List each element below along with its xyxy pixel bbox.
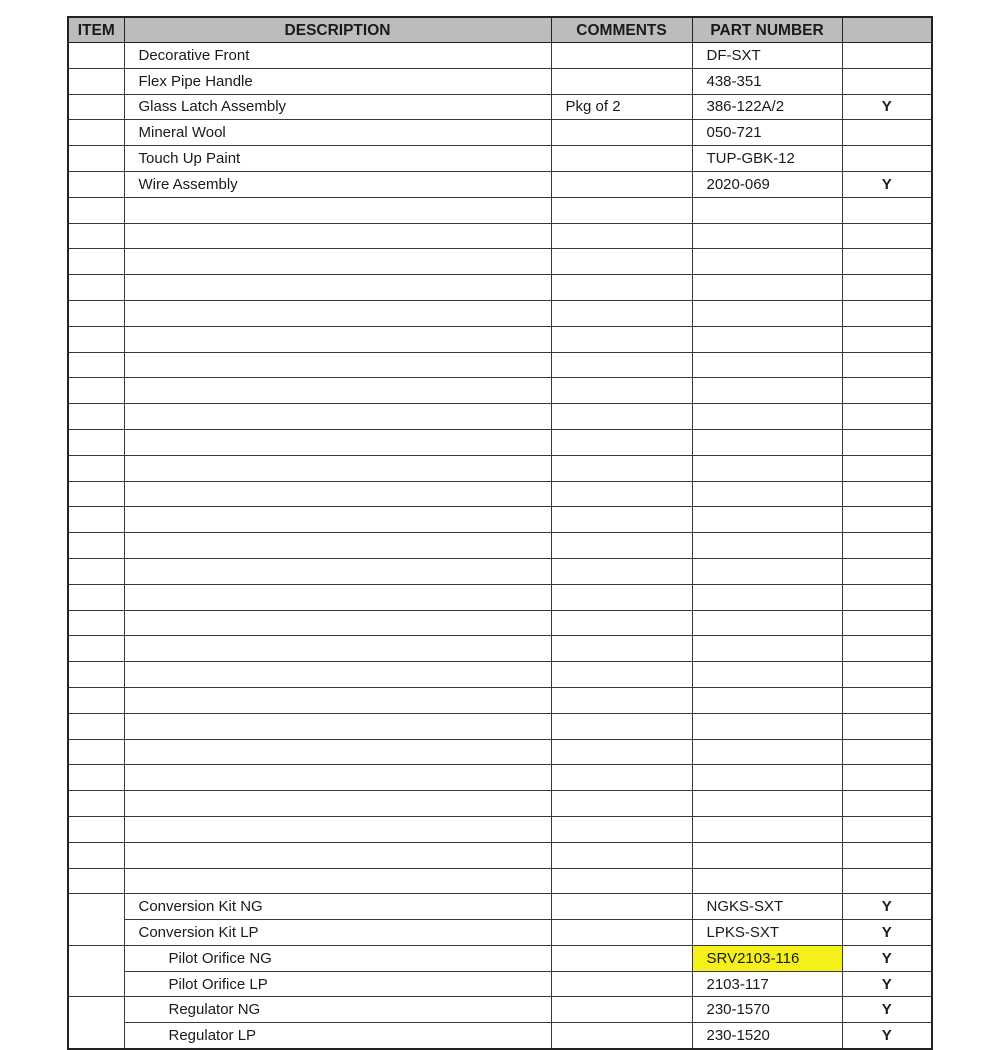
part-number-cell: 230-1520 bbox=[692, 1023, 842, 1049]
flag-cell: Y bbox=[842, 171, 932, 197]
part-number-cell bbox=[692, 868, 842, 894]
item-cell bbox=[68, 481, 124, 507]
flag-cell bbox=[842, 378, 932, 404]
item-cell bbox=[68, 533, 124, 559]
table-row bbox=[68, 842, 932, 868]
flag-cell bbox=[842, 300, 932, 326]
table-row bbox=[68, 275, 932, 301]
part-number-cell bbox=[692, 455, 842, 481]
table-row bbox=[68, 197, 932, 223]
comments-cell bbox=[551, 584, 692, 610]
description-cell: Regulator NG bbox=[124, 997, 551, 1023]
description-cell: Pilot Orifice NG bbox=[124, 945, 551, 971]
part-number-cell bbox=[692, 378, 842, 404]
description-cell bbox=[124, 816, 551, 842]
table-row bbox=[68, 43, 932, 69]
comments-cell bbox=[551, 687, 692, 713]
description-cell bbox=[124, 223, 551, 249]
item-cell bbox=[68, 636, 124, 662]
table-row bbox=[68, 249, 932, 275]
comments-cell bbox=[551, 868, 692, 894]
item-cell bbox=[68, 945, 124, 997]
part-number-cell bbox=[692, 300, 842, 326]
part-number-cell bbox=[692, 507, 842, 533]
table-row bbox=[68, 455, 932, 481]
comments-cell: Pkg of 2 bbox=[551, 94, 692, 120]
description-cell bbox=[124, 429, 551, 455]
table-row bbox=[68, 94, 932, 120]
description-cell bbox=[124, 249, 551, 275]
table-row bbox=[68, 171, 932, 197]
header-flag bbox=[842, 17, 932, 43]
flag-cell bbox=[842, 120, 932, 146]
item-cell bbox=[68, 94, 124, 120]
flag-cell bbox=[842, 739, 932, 765]
comments-cell bbox=[551, 507, 692, 533]
flag-cell: Y bbox=[842, 94, 932, 120]
item-cell bbox=[68, 120, 124, 146]
comments-cell bbox=[551, 43, 692, 69]
comments-cell bbox=[551, 481, 692, 507]
comments-cell bbox=[551, 455, 692, 481]
description-cell bbox=[124, 687, 551, 713]
table-row bbox=[68, 533, 932, 559]
table-row bbox=[68, 816, 932, 842]
description-cell bbox=[124, 610, 551, 636]
flag-cell bbox=[842, 352, 932, 378]
flag-cell bbox=[842, 687, 932, 713]
comments-cell bbox=[551, 1023, 692, 1049]
part-number-cell bbox=[692, 275, 842, 301]
part-number-cell: 2103-117 bbox=[692, 971, 842, 997]
comments-cell bbox=[551, 249, 692, 275]
comments-cell bbox=[551, 146, 692, 172]
flag-cell bbox=[842, 223, 932, 249]
item-cell bbox=[68, 43, 124, 69]
item-cell bbox=[68, 223, 124, 249]
table-row bbox=[68, 920, 932, 946]
flag-cell bbox=[842, 455, 932, 481]
flag-cell bbox=[842, 326, 932, 352]
flag-cell: Y bbox=[842, 997, 932, 1023]
part-number-cell bbox=[692, 765, 842, 791]
description-cell: Mineral Wool bbox=[124, 120, 551, 146]
description-cell: Pilot Orifice LP bbox=[124, 971, 551, 997]
comments-cell bbox=[551, 765, 692, 791]
part-number-cell bbox=[692, 223, 842, 249]
flag-cell bbox=[842, 816, 932, 842]
item-cell bbox=[68, 662, 124, 688]
part-number-cell: NGKS-SXT bbox=[692, 894, 842, 920]
comments-cell bbox=[551, 352, 692, 378]
item-cell bbox=[68, 558, 124, 584]
table-row bbox=[68, 429, 932, 455]
description-cell bbox=[124, 404, 551, 430]
part-number-cell bbox=[692, 662, 842, 688]
comments-cell bbox=[551, 636, 692, 662]
item-cell bbox=[68, 146, 124, 172]
comments-cell bbox=[551, 945, 692, 971]
comments-cell bbox=[551, 68, 692, 94]
comments-cell bbox=[551, 739, 692, 765]
item-cell bbox=[68, 404, 124, 430]
description-cell bbox=[124, 533, 551, 559]
table-row bbox=[68, 300, 932, 326]
flag-cell bbox=[842, 43, 932, 69]
flag-cell bbox=[842, 662, 932, 688]
flag-cell bbox=[842, 610, 932, 636]
flag-cell bbox=[842, 791, 932, 817]
part-number-cell bbox=[692, 533, 842, 559]
description-cell bbox=[124, 197, 551, 223]
comments-cell bbox=[551, 300, 692, 326]
description-cell bbox=[124, 558, 551, 584]
item-cell bbox=[68, 765, 124, 791]
item-cell bbox=[68, 171, 124, 197]
flag-cell bbox=[842, 636, 932, 662]
part-number-cell bbox=[692, 739, 842, 765]
flag-cell bbox=[842, 868, 932, 894]
table-row bbox=[68, 326, 932, 352]
comments-cell bbox=[551, 894, 692, 920]
flag-cell bbox=[842, 481, 932, 507]
flag-cell: Y bbox=[842, 894, 932, 920]
item-cell bbox=[68, 739, 124, 765]
flag-cell bbox=[842, 197, 932, 223]
table-row bbox=[68, 713, 932, 739]
flag-cell: Y bbox=[842, 971, 932, 997]
item-cell bbox=[68, 868, 124, 894]
table-row bbox=[68, 223, 932, 249]
table-row bbox=[68, 558, 932, 584]
description-cell bbox=[124, 662, 551, 688]
description-cell: Touch Up Paint bbox=[124, 146, 551, 172]
flag-cell bbox=[842, 404, 932, 430]
description-cell: Glass Latch Assembly bbox=[124, 94, 551, 120]
comments-cell bbox=[551, 326, 692, 352]
table-row bbox=[68, 765, 932, 791]
item-cell bbox=[68, 300, 124, 326]
table-row bbox=[68, 791, 932, 817]
part-number-cell: 230-1570 bbox=[692, 997, 842, 1023]
flag-cell bbox=[842, 146, 932, 172]
part-number-cell bbox=[692, 558, 842, 584]
header-part-number: PART NUMBER bbox=[692, 17, 842, 43]
comments-cell bbox=[551, 971, 692, 997]
comments-cell bbox=[551, 533, 692, 559]
part-number-cell bbox=[692, 687, 842, 713]
flag-cell bbox=[842, 713, 932, 739]
table-row bbox=[68, 868, 932, 894]
description-cell: Wire Assembly bbox=[124, 171, 551, 197]
table-row bbox=[68, 68, 932, 94]
description-cell bbox=[124, 507, 551, 533]
part-number-cell bbox=[692, 429, 842, 455]
description-cell bbox=[124, 378, 551, 404]
description-cell bbox=[124, 868, 551, 894]
part-number-cell bbox=[692, 791, 842, 817]
part-number-cell bbox=[692, 584, 842, 610]
comments-cell bbox=[551, 791, 692, 817]
part-number-cell: 438-351 bbox=[692, 68, 842, 94]
part-number-cell: TUP-GBK-12 bbox=[692, 146, 842, 172]
comments-cell bbox=[551, 275, 692, 301]
description-cell: Conversion Kit NG bbox=[124, 894, 551, 920]
part-number-cell bbox=[692, 197, 842, 223]
description-cell bbox=[124, 455, 551, 481]
item-cell bbox=[68, 894, 124, 946]
description-cell: Conversion Kit LP bbox=[124, 920, 551, 946]
description-cell bbox=[124, 842, 551, 868]
header-comments: COMMENTS bbox=[551, 17, 692, 43]
table-row bbox=[68, 146, 932, 172]
item-cell bbox=[68, 507, 124, 533]
item-cell bbox=[68, 455, 124, 481]
flag-cell bbox=[842, 842, 932, 868]
item-cell bbox=[68, 275, 124, 301]
description-cell bbox=[124, 765, 551, 791]
flag-cell bbox=[842, 584, 932, 610]
comments-cell bbox=[551, 662, 692, 688]
comments-cell bbox=[551, 920, 692, 946]
part-number-cell bbox=[692, 352, 842, 378]
flag-cell: Y bbox=[842, 920, 932, 946]
item-cell bbox=[68, 713, 124, 739]
table-row bbox=[68, 1023, 932, 1049]
item-cell bbox=[68, 842, 124, 868]
part-number-cell-highlighted: SRV2103-116 bbox=[692, 945, 842, 971]
table-body bbox=[68, 43, 932, 1050]
header-description: DESCRIPTION bbox=[124, 17, 551, 43]
part-number-cell bbox=[692, 404, 842, 430]
comments-cell bbox=[551, 610, 692, 636]
comments-cell bbox=[551, 816, 692, 842]
flag-cell bbox=[842, 507, 932, 533]
part-number-cell bbox=[692, 610, 842, 636]
part-number-cell bbox=[692, 713, 842, 739]
table-row bbox=[68, 378, 932, 404]
flag-cell bbox=[842, 558, 932, 584]
table-row bbox=[68, 120, 932, 146]
description-cell bbox=[124, 326, 551, 352]
table-row bbox=[68, 894, 932, 920]
item-cell bbox=[68, 610, 124, 636]
comments-cell bbox=[551, 404, 692, 430]
table-row bbox=[68, 610, 932, 636]
item-cell bbox=[68, 791, 124, 817]
comments-cell bbox=[551, 120, 692, 146]
description-cell: Decorative Front bbox=[124, 43, 551, 69]
flag-cell bbox=[842, 249, 932, 275]
item-cell bbox=[68, 352, 124, 378]
flag-cell bbox=[842, 275, 932, 301]
description-cell bbox=[124, 739, 551, 765]
table-row bbox=[68, 636, 932, 662]
part-number-cell: 2020-069 bbox=[692, 171, 842, 197]
comments-cell bbox=[551, 429, 692, 455]
part-number-cell: LPKS-SXT bbox=[692, 920, 842, 946]
item-cell bbox=[68, 687, 124, 713]
flag-cell: Y bbox=[842, 1023, 932, 1049]
description-cell bbox=[124, 275, 551, 301]
comments-cell bbox=[551, 378, 692, 404]
table-row bbox=[68, 481, 932, 507]
description-cell bbox=[124, 481, 551, 507]
part-number-cell bbox=[692, 326, 842, 352]
comments-cell bbox=[551, 171, 692, 197]
item-cell bbox=[68, 816, 124, 842]
description-cell bbox=[124, 300, 551, 326]
table-row bbox=[68, 352, 932, 378]
comments-cell bbox=[551, 223, 692, 249]
item-cell bbox=[68, 326, 124, 352]
flag-cell bbox=[842, 765, 932, 791]
item-cell bbox=[68, 249, 124, 275]
description-cell: Flex Pipe Handle bbox=[124, 68, 551, 94]
parts-list-sheet bbox=[67, 16, 931, 1050]
description-cell bbox=[124, 352, 551, 378]
flag-cell bbox=[842, 429, 932, 455]
part-number-cell bbox=[692, 481, 842, 507]
part-number-cell: DF-SXT bbox=[692, 43, 842, 69]
item-cell bbox=[68, 429, 124, 455]
description-cell bbox=[124, 791, 551, 817]
table-row bbox=[68, 507, 932, 533]
table-row bbox=[68, 584, 932, 610]
table-row bbox=[68, 662, 932, 688]
header-item: ITEM bbox=[68, 17, 124, 43]
table-header-row bbox=[68, 17, 932, 43]
part-number-cell bbox=[692, 249, 842, 275]
table-row bbox=[68, 404, 932, 430]
part-number-cell: 050-721 bbox=[692, 120, 842, 146]
table-row bbox=[68, 687, 932, 713]
comments-cell bbox=[551, 558, 692, 584]
item-cell bbox=[68, 997, 124, 1049]
flag-cell: Y bbox=[842, 945, 932, 971]
parts-table bbox=[67, 16, 933, 1050]
comments-cell bbox=[551, 997, 692, 1023]
table-row bbox=[68, 945, 932, 971]
table-row bbox=[68, 997, 932, 1023]
item-cell bbox=[68, 197, 124, 223]
description-cell bbox=[124, 636, 551, 662]
item-cell bbox=[68, 378, 124, 404]
flag-cell bbox=[842, 68, 932, 94]
table-row bbox=[68, 971, 932, 997]
part-number-cell bbox=[692, 816, 842, 842]
description-cell: Regulator LP bbox=[124, 1023, 551, 1049]
flag-cell bbox=[842, 533, 932, 559]
comments-cell bbox=[551, 197, 692, 223]
description-cell bbox=[124, 584, 551, 610]
comments-cell bbox=[551, 842, 692, 868]
part-number-cell bbox=[692, 636, 842, 662]
part-number-cell: 386-122A/2 bbox=[692, 94, 842, 120]
item-cell bbox=[68, 68, 124, 94]
item-cell bbox=[68, 584, 124, 610]
comments-cell bbox=[551, 713, 692, 739]
table-row bbox=[68, 739, 932, 765]
part-number-cell bbox=[692, 842, 842, 868]
description-cell bbox=[124, 713, 551, 739]
